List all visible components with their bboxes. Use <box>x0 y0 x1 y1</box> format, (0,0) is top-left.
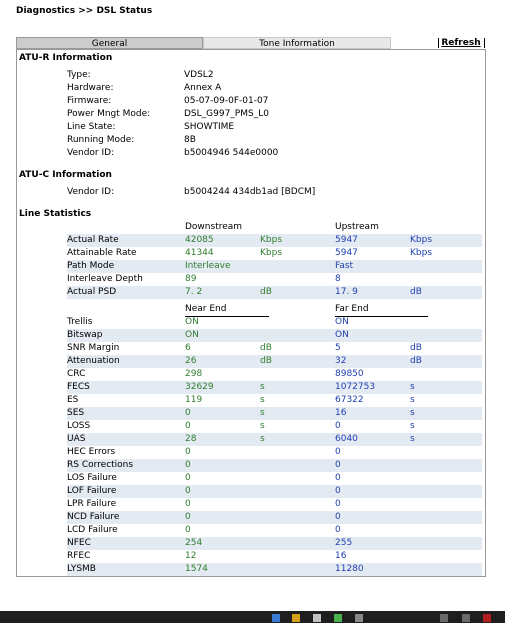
stat-value-b: 16 <box>335 408 347 418</box>
atur-row <box>67 95 482 108</box>
stat-unit-b: Kbps <box>410 235 433 245</box>
stat-value-a: 12 <box>185 551 197 561</box>
field-value: DSL_G997_PMS_L0 <box>184 109 269 119</box>
atur-row <box>67 121 482 134</box>
field-label: Vendor ID: <box>67 148 115 158</box>
field-label: Firmware: <box>67 96 112 106</box>
stat-value-b: Fast <box>335 261 354 271</box>
stat-unit-a: Kbps <box>260 248 283 258</box>
stat-label: CRC <box>67 369 86 379</box>
stat-row <box>67 260 482 273</box>
stat-value-b: 5947 <box>335 248 358 258</box>
taskbar <box>0 611 505 623</box>
stat-label: Trellis <box>67 317 93 327</box>
stat-value-b: ON <box>335 330 349 340</box>
stat-row <box>67 485 482 498</box>
stat-unit-a: s <box>260 408 265 418</box>
stat-label: LOF Failure <box>67 486 117 496</box>
mail-icon[interactable] <box>313 614 321 622</box>
atur-row <box>67 69 482 82</box>
stat-value-b: 11280 <box>335 564 364 574</box>
stat-unit-a: s <box>260 421 265 431</box>
stat-label: Attainable Rate <box>67 248 137 258</box>
stat-value-a: 26 <box>185 356 197 366</box>
stat-value-b: 67322 <box>335 395 364 405</box>
stat-label: NCD Failure <box>67 512 120 522</box>
stat-unit-a: s <box>260 382 265 392</box>
stat-value-a: 32629 <box>185 382 214 392</box>
stat-value-a: 6 <box>185 343 191 353</box>
stat-row <box>67 247 482 260</box>
stat-label: Interleave Depth <box>67 274 143 284</box>
stat-value-b: 6040 <box>335 434 358 444</box>
stat-unit-a: s <box>260 395 265 405</box>
stat-unit-b: s <box>410 421 415 431</box>
browser-icon[interactable] <box>334 614 342 622</box>
settings-icon[interactable] <box>355 614 363 622</box>
stat-unit-b: dB <box>410 287 422 297</box>
stat-row <box>67 355 482 368</box>
stat-label: Attenuation <box>67 356 120 366</box>
atuc-row <box>67 186 482 199</box>
folder-icon[interactable] <box>292 614 300 622</box>
atur-row <box>67 147 482 160</box>
stat-row <box>67 407 482 420</box>
stat-label: SES <box>67 408 85 418</box>
stat-row <box>67 537 482 550</box>
stat-value-a: 0 <box>185 525 191 535</box>
field-value: b5004946 544e0000 <box>184 148 279 158</box>
stat-value-b: 0 <box>335 525 341 535</box>
stat-value-a: 42085 <box>185 235 214 245</box>
field-value: Annex A <box>184 83 222 93</box>
stat-unit-b: s <box>410 434 415 444</box>
stat-label: FECS <box>67 382 90 392</box>
stat-value-b: 0 <box>335 473 341 483</box>
stat-unit-b: s <box>410 408 415 418</box>
stat-value-a: ON <box>185 330 199 340</box>
stat-row <box>67 472 482 485</box>
stat-value-a: 89 <box>185 274 197 284</box>
stat-row <box>67 420 482 433</box>
stat-value-a: Interleave <box>185 261 231 271</box>
stat-label: HEC Errors <box>67 447 116 457</box>
stat-value-a: 7. 2 <box>185 287 203 297</box>
stat-unit-a: dB <box>260 287 272 297</box>
stat-row <box>67 511 482 524</box>
stat-unit-b: s <box>410 395 415 405</box>
stat-label: ES <box>67 395 79 405</box>
stat-label: Actual Rate <box>67 235 119 245</box>
field-label: Type: <box>67 70 91 80</box>
field-label: Running Mode: <box>67 135 135 145</box>
stat-label: SNR Margin <box>67 343 120 353</box>
stat-label: RFEC <box>67 551 91 561</box>
atuc-heading: ATU-C Information <box>19 170 112 180</box>
field-value: VDSL2 <box>184 70 214 80</box>
stat-value-a: ON <box>185 317 199 327</box>
stat-value-b: 1072753 <box>335 382 376 392</box>
stat-value-b: 255 <box>335 538 353 548</box>
tray-icon <box>440 614 448 622</box>
stat-value-b: 5 <box>335 343 341 353</box>
stat-label: Bitswap <box>67 330 103 340</box>
stat-label: RS Corrections <box>67 460 134 470</box>
stat-row <box>67 563 482 576</box>
stat-value-b: 16 <box>335 551 347 561</box>
stat-value-b: 8 <box>335 274 341 284</box>
stat-row <box>67 446 482 459</box>
stat-unit-a: dB <box>260 356 272 366</box>
stat-value-a: 119 <box>185 395 203 405</box>
atur-row <box>67 108 482 121</box>
stat-unit-a: s <box>260 434 265 444</box>
stat-value-b: 5947 <box>335 235 358 245</box>
stat-value-b: ON <box>335 317 349 327</box>
atur-heading: ATU-R Information <box>19 53 113 63</box>
page-title: Diagnostics >> DSL Status <box>16 6 153 16</box>
stat-value-b: 0 <box>335 447 341 457</box>
stat-row <box>67 329 482 342</box>
stat-row <box>67 273 482 286</box>
stat-label: LOS Failure <box>67 473 117 483</box>
stat-value-a: 0 <box>185 499 191 509</box>
field-label: Vendor ID: <box>67 187 115 197</box>
stat-unit-b: dB <box>410 356 422 366</box>
stat-label: LYSMB <box>67 564 96 574</box>
stat-value-a: 0 <box>185 408 191 418</box>
atur-row <box>67 134 482 147</box>
field-value: SHOWTIME <box>184 122 235 132</box>
stat-value-a: 0 <box>185 460 191 470</box>
refresh-link[interactable]: Refresh <box>437 37 485 49</box>
stat-label: LCD Failure <box>67 525 118 535</box>
stat-unit-a: dB <box>260 343 272 353</box>
field-value: 05-07-09-0F-01-07 <box>184 96 269 106</box>
stat-label: NFEC <box>67 538 91 548</box>
stat-value-a: 298 <box>185 369 203 379</box>
stat-label: UAS <box>67 434 86 444</box>
stat-label: LOSS <box>67 421 91 431</box>
network-icon <box>462 614 470 622</box>
stat-row <box>67 524 482 537</box>
stat-label: Actual PSD <box>67 287 117 297</box>
stat-value-a: 28 <box>185 434 197 444</box>
field-label: Power Mngt Mode: <box>67 109 151 119</box>
field-label: Hardware: <box>67 83 114 93</box>
tab-general[interactable]: General <box>16 37 203 49</box>
stat-row <box>67 550 482 563</box>
stat-value-a: 0 <box>185 447 191 457</box>
field-label: Line State: <box>67 122 116 132</box>
stat-unit-b: dB <box>410 343 422 353</box>
stat-row <box>67 234 482 247</box>
stat-value-a: 0 <box>185 512 191 522</box>
stat-row <box>67 342 482 355</box>
field-value: b5004244 434db1ad [BDCM] <box>184 187 316 197</box>
stat-row <box>67 381 482 394</box>
stat-value-b: 89850 <box>335 369 364 379</box>
stat-value-a: 41344 <box>185 248 214 258</box>
atur-row <box>67 82 482 95</box>
stat-row <box>67 394 482 407</box>
notification-icon[interactable] <box>483 614 491 622</box>
stat-value-b: 0 <box>335 421 341 431</box>
stat-unit-b: Kbps <box>410 248 433 258</box>
stat-value-b: 17. 9 <box>335 287 358 297</box>
line-stats-heading: Line Statistics <box>19 209 92 219</box>
stat-row <box>67 316 482 329</box>
stat-value-b: 0 <box>335 512 341 522</box>
stat-unit-b: s <box>410 382 415 392</box>
stat-row <box>67 286 482 299</box>
stat-value-a: 0 <box>185 421 191 431</box>
stat-value-a: 1574 <box>185 564 208 574</box>
stat-value-b: 0 <box>335 460 341 470</box>
tab-tone-information[interactable]: Tone Information <box>203 37 391 49</box>
stat-unit-a: Kbps <box>260 235 283 245</box>
stat-value-a: 0 <box>185 486 191 496</box>
stat-row <box>67 459 482 472</box>
stat-value-b: 32 <box>335 356 347 366</box>
taskbar-app-icon[interactable] <box>272 614 280 622</box>
stat-value-b: 0 <box>335 486 341 496</box>
stat-row <box>67 433 482 446</box>
tab-bar <box>16 37 486 49</box>
stat-label: LPR Failure <box>67 499 117 509</box>
stat-row <box>67 498 482 511</box>
stat-label: Path Mode <box>67 261 115 271</box>
stat-value-a: 0 <box>185 473 191 483</box>
field-value: 8B <box>184 135 196 145</box>
stat-value-b: 0 <box>335 499 341 509</box>
stat-value-a: 254 <box>185 538 203 548</box>
stat-row <box>67 368 482 381</box>
